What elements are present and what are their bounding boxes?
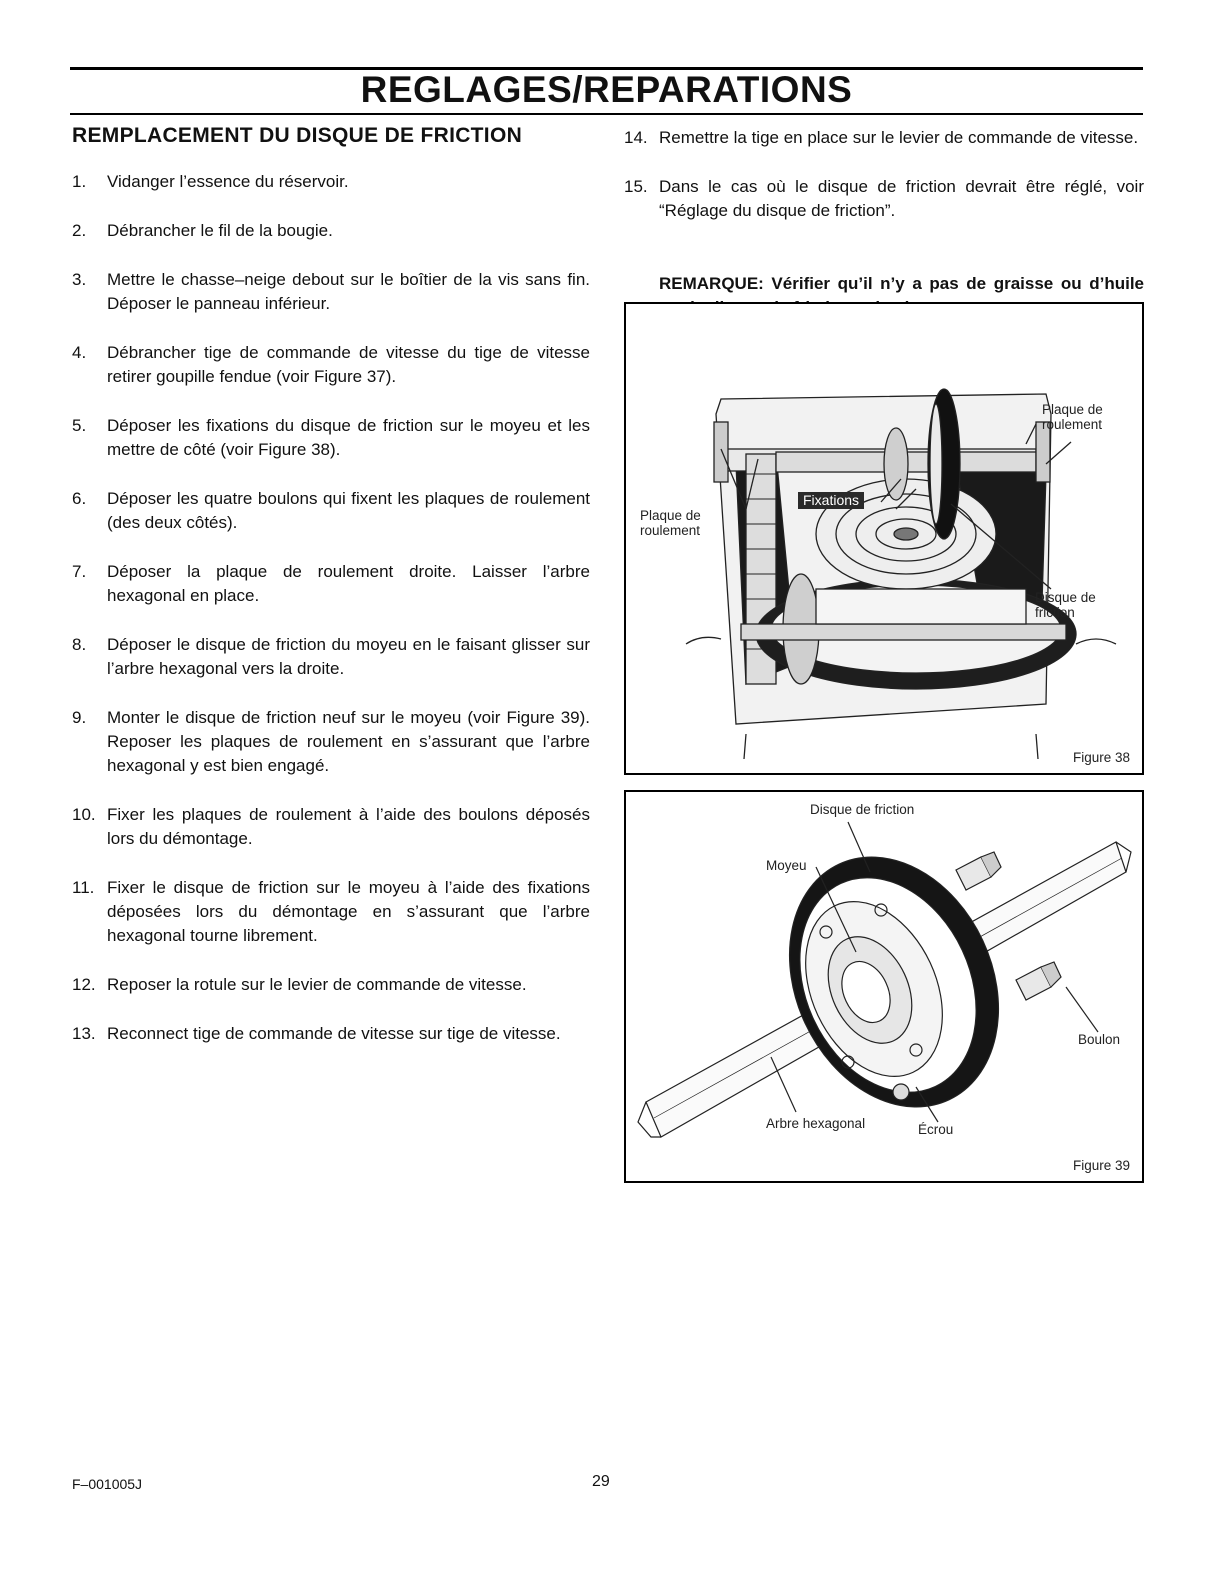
step-item: [624, 126, 1144, 150]
label-plaque-roulement-left: [640, 508, 701, 538]
step-text: Reconnect tige de commande de vitesse sur tige de vitesse.: [107, 1024, 561, 1043]
step-text: Débrancher tige de commande de vitesse du tige de vitesse retirer goupille fendue (voir Figure 37).: [107, 343, 590, 386]
step-number: 2.: [72, 221, 87, 240]
step-text: Vidanger l’essence du réservoir.: [107, 172, 349, 191]
step-text: Débrancher le fil de la bougie.: [107, 221, 333, 240]
header-rule-bottom: [70, 113, 1143, 115]
step-item: [72, 973, 590, 997]
left-step-list: [72, 170, 590, 1071]
label-moyeu: Moyeu: [766, 858, 807, 873]
step-item: [72, 487, 590, 535]
step-text: Remettre la tige en place sur le levier de commande de vitesse.: [659, 128, 1139, 147]
friction-disc-assembly-illustration: [626, 304, 1142, 773]
label-plaque-roulement-right: [1042, 402, 1103, 432]
friction-disc-hub-shaft-illustration: [626, 792, 1142, 1181]
step-number: 6.: [72, 489, 87, 508]
step-item: [72, 706, 590, 778]
page-title: REGLAGES/REPARATIONS: [360, 69, 853, 110]
step-text: Mettre le chasse–neige debout sur le boîtier de la vis sans fin. Déposer le panneau inférieur.: [107, 270, 590, 313]
step-number: 3.: [72, 270, 87, 289]
step-text: Reposer la rotule sur le levier de commande de vitesse.: [107, 975, 527, 994]
label-line: friction: [1035, 605, 1075, 620]
figure-38: [624, 302, 1144, 775]
label-disque-de-friction: Disque de friction: [810, 802, 915, 817]
step-item: [72, 560, 590, 608]
figure-38-caption: Figure 38: [1072, 750, 1130, 765]
step-number: 9.: [72, 708, 87, 727]
page-number: 29: [592, 1473, 610, 1490]
step-item: [72, 341, 590, 389]
step-text: Déposer les quatre boulons qui fixent les plaques de roulement (des deux côtés).: [107, 489, 590, 532]
step-item: [72, 803, 590, 851]
step-item: [72, 219, 590, 243]
label-boulon: Boulon: [1078, 1032, 1121, 1047]
step-item: [72, 170, 590, 194]
note-remarque: REMARQUE: Vérifier qu’il n’y a pas de graisse ou d’huile: [659, 274, 1144, 293]
label-disque-friction: [1035, 590, 1096, 620]
step-item: [624, 175, 1144, 223]
step-text: Fixer le disque de friction sur le moyeu à l’aide des fixations déposées lors du démontage en s’assurant que l’arbre hexagonal tourne librement.: [107, 878, 590, 945]
step-text: Déposer les fixations du disque de friction sur le moyeu et les mettre de côté (voir Figure 38).: [107, 416, 590, 459]
step-number: 12.: [72, 975, 96, 994]
document-code: F–001005J: [72, 1476, 143, 1492]
step-number: 7.: [72, 562, 87, 581]
step-number: 8.: [72, 635, 87, 654]
label-line: Plaque de: [640, 508, 701, 523]
figure-39: [624, 790, 1144, 1183]
label-fixations: Fixations: [798, 492, 864, 509]
step-number: 4.: [72, 343, 87, 362]
step-item: [72, 414, 590, 462]
step-number: 13.: [72, 1024, 96, 1043]
step-item: [72, 1022, 590, 1046]
right-step-list: [624, 126, 1144, 248]
step-number: 1.: [72, 172, 87, 191]
label-ecrou: Écrou: [918, 1122, 954, 1137]
section-title: REMPLACEMENT DU DISQUE DE FRICTION: [72, 124, 523, 147]
step-number: 15.: [624, 177, 648, 196]
step-number: 5.: [72, 416, 87, 435]
figure-39-caption: Figure 39: [1072, 1158, 1130, 1173]
step-number: 14.: [624, 128, 648, 147]
label-line: Plaque de: [1042, 402, 1103, 417]
step-text: Fixer les plaques de roulement à l’aide des boulons déposés lors du démontage.: [107, 805, 590, 848]
step-number: 10.: [72, 805, 96, 824]
label-line: roulement: [1042, 417, 1103, 432]
step-item: [72, 268, 590, 316]
label-line: Disque de: [1035, 590, 1096, 605]
label-arbre-hexagonal: Arbre hexagonal: [766, 1116, 866, 1131]
step-number: 11.: [72, 878, 95, 897]
step-text: Monter le disque de friction neuf sur le moyeu (voir Figure 39). Reposer les plaques de roulement en s’assurant que l’arbre hexagonal y est bien engagé.: [107, 708, 590, 775]
label-line: roulement: [640, 523, 701, 538]
step-text: Déposer la plaque de roulement droite. Laisser l’arbre hexagonal en place.: [107, 562, 590, 605]
step-item: [72, 633, 590, 681]
step-text: Dans le cas où le disque de friction devrait être réglé, voir “Réglage du disque de friction”.: [659, 177, 1144, 220]
step-item: [72, 876, 590, 948]
step-text: Déposer le disque de friction du moyeu en le faisant glisser sur l’arbre hexagonal vers la droite.: [107, 635, 590, 678]
